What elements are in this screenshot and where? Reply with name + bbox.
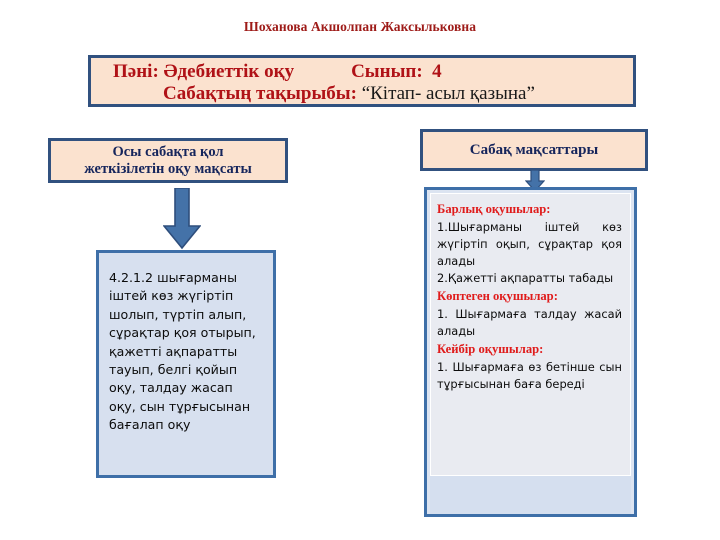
left-objective-box (96, 250, 276, 478)
group-title-most: Көптеген оқушылар: (437, 289, 558, 304)
left-header-box (48, 138, 288, 183)
left-objective-text: 4.2.1.2 шығарманы іштей көз жүгіртіп шолып, түртіп алып, сұрақтар қоя отырып, қажетті ақпаратты тауып, белгі қойып оқу, талдау жасап оқу, сын тұрғысынан бағалап оқу (109, 270, 256, 432)
author-name: Шоханова Акшолпан Жаксыльковна (243, 19, 477, 34)
lesson-topic-line (163, 83, 535, 105)
group-item: 1. Шығармаға талдау жасай алады (437, 307, 622, 339)
lesson-topic-value: “Кітап- асыл қазына” (361, 83, 535, 104)
lesson-topic-label: Сабақтың тақырыбы: (163, 83, 357, 104)
group-item: 1.Шығарманы іштей көз жүгіртіп оқып, сұрақтар қоя алады (437, 219, 622, 269)
subject-and-grade-line: Пәні: Әдебиеттік оқу Сынып: 4 (113, 61, 442, 82)
group-item: 1. Шығармаға өз бетінше сын тұрғысынан баға береді (437, 360, 622, 392)
right-objectives-box (424, 187, 637, 517)
left-header-line-1: Осы сабақта қол (112, 144, 224, 161)
down-arrow-icon (163, 188, 201, 250)
lesson-title-box (88, 55, 636, 107)
group-title-some: Кейбір оқушылар: (437, 342, 544, 357)
right-box-bottom-strip (430, 476, 631, 514)
right-objectives-inner (430, 193, 631, 476)
group-item: 2.Қажетті ақпаратты табады (437, 271, 614, 286)
right-header-box (420, 129, 648, 171)
right-header-label: Сабақ мақсаттары (469, 141, 599, 158)
group-title-all: Барлық оқушылар: (437, 202, 551, 216)
left-header-line-2: жеткізілетін оқу мақсаты (84, 160, 252, 177)
